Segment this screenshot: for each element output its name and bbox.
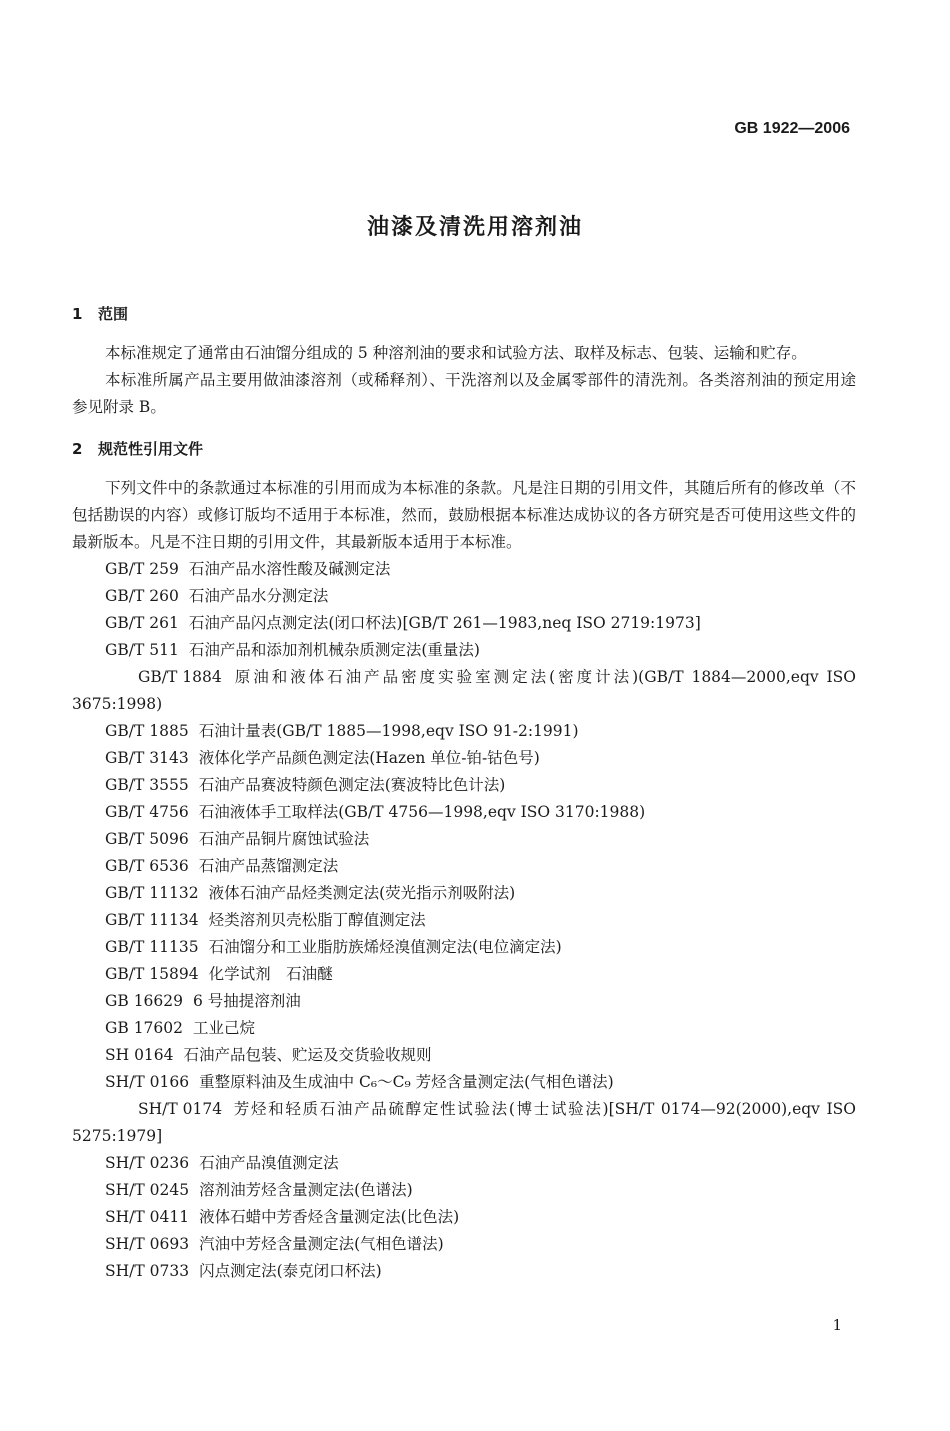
reference-code: GB 16629 [105,992,184,1010]
reference-code: SH/T 0245 [105,1181,190,1199]
reference-code: GB/T 11135 [105,938,199,956]
reference-item [72,799,856,826]
reference-list [72,556,856,1285]
reference-code: GB/T 15894 [105,965,199,983]
section-heading-scope [72,300,856,328]
reference-code: SH/T 0174 [138,1100,223,1118]
reference-code: SH/T 0733 [105,1262,190,1280]
reference-item [72,745,856,772]
section-heading-normative-references [72,435,856,463]
page-number: 1 [832,1316,842,1334]
reference-title: 液体石油产品烃类测定法(荧光指示剂吸附法) [208,884,516,902]
reference-code: GB/T 11132 [105,884,199,902]
reference-code: SH/T 0411 [105,1208,190,1226]
standard-code: GB 1922—2006 [734,120,850,137]
reference-item [72,1150,856,1177]
reference-item [72,718,856,745]
reference-title: 液体石蜡中芳香烃含量测定法(比色法) [199,1208,460,1226]
reference-title: 溶剂油芳烃含量测定法(色谱法) [199,1181,413,1199]
reference-item [72,1015,856,1042]
section-number: 2 [72,440,83,458]
reference-title: 工业己烷 [193,1019,256,1037]
reference-code: GB/T 511 [105,641,179,659]
paragraph: 下列文件中的条款通过本标准的引用而成为本标准的条款。凡是注日期的引用文件，其随后所有的修改单（不包括勘误的内容）或修订版均不适用于本标准，然而，鼓励根据本标准达成协议的各方研究是否可使用这些文件的最新版本。凡是不注日期的引用文件，其最新版本适用于本标准。 [72,479,856,551]
section-title: 规范性引用文件 [98,440,204,458]
reference-title: 液体化学产品颜色测定法(Hazen 单位-铂-钴色号) [198,749,540,767]
reference-title: 石油产品水分测定法 [188,587,329,605]
reference-title: 石油产品赛波特颜色测定法(赛波特比色计法) [198,776,506,794]
reference-item [72,1177,856,1204]
reference-title: 石油计量表(GB/T 1885—1998,eqv ISO 91-2:1991) [198,722,579,740]
reference-item [72,853,856,880]
reference-item [72,1069,856,1096]
reference-item [72,880,856,907]
reference-item [72,556,856,583]
reference-item [72,1042,856,1069]
reference-title: 石油产品溴值测定法 [199,1154,339,1172]
reference-code: GB/T 11134 [105,911,199,929]
reference-title: 烃类溶剂贝壳松脂丁醇值测定法 [208,911,426,929]
reference-code: GB/T 4756 [105,803,189,821]
reference-title: 石油馏分和工业脂肪族烯烃溴值测定法(电位滴定法) [208,938,562,956]
reference-code: SH/T 0166 [105,1073,190,1091]
reference-item [72,1204,856,1231]
reference-title: 石油产品闪点测定法(闭口杯法)[GB/T 261—1983,neq ISO 2719:1973] [188,614,701,632]
reference-code: GB/T 1884 [138,668,222,686]
reference-item [72,988,856,1015]
reference-title: 石油产品水溶性酸及碱测定法 [188,560,391,578]
reference-item [72,1258,856,1285]
reference-title: 芳烃和轻质石油产品硫醇定性试验法(博士试验法)[SH/T 0174—92(2000),eqv ISO 5275:1979] [72,1100,856,1145]
reference-item [72,772,856,799]
reference-item [72,1231,856,1258]
reference-code: SH 0164 [105,1046,174,1064]
reference-item [72,637,856,664]
reference-code: SH/T 0236 [105,1154,190,1172]
document-body [72,300,856,1285]
reference-title: 石油产品铜片腐蚀试验法 [198,830,370,848]
reference-item [72,1096,856,1150]
reference-title: 原油和液体石油产品密度实验室测定法(密度计法)(GB/T 1884—2000,eqv ISO 3675:1998) [72,668,856,713]
reference-code: GB/T 261 [105,614,179,632]
reference-title: 石油产品包装、贮运及交货验收规则 [183,1046,432,1064]
reference-item [72,664,856,718]
reference-title: 6 号抽提溶剂油 [193,992,301,1010]
reference-title: 闪点测定法(泰克闭口杯法) [199,1262,382,1280]
reference-code: GB/T 1885 [105,722,189,740]
section-title: 范围 [98,305,129,323]
reference-title: 化学试剂 石油醚 [208,965,333,983]
reference-item [72,934,856,961]
reference-code: GB 17602 [105,1019,184,1037]
reference-code: GB/T 260 [105,587,179,605]
reference-item [72,583,856,610]
reference-title: 重整原料油及生成油中 C₆～C₉ 芳烃含量测定法(气相色谱法) [199,1073,614,1091]
reference-item [72,961,856,988]
section-number: 1 [72,305,83,323]
reference-code: GB/T 3555 [105,776,189,794]
document-title: 油漆及清洗用溶剂油 [366,215,583,240]
reference-code: SH/T 0693 [105,1235,190,1253]
reference-code: GB/T 6536 [105,857,189,875]
reference-title: 石油产品和添加剂机械杂质测定法(重量法) [188,641,480,659]
reference-code: GB/T 3143 [105,749,189,767]
reference-item [72,610,856,637]
reference-item [72,826,856,853]
reference-title: 石油产品蒸馏测定法 [198,857,339,875]
reference-item [72,907,856,934]
reference-code: GB/T 5096 [105,830,189,848]
reference-title: 汽油中芳烃含量测定法(气相色谱法) [199,1235,444,1253]
paragraph: 本标准所属产品主要用做油漆溶剂（或稀释剂）、干洗溶剂以及金属零部件的清洗剂。各类溶剂油的预定用途参见附录 B。 [72,371,856,416]
paragraph: 本标准规定了通常由石油馏分组成的 5 种溶剂油的要求和试验方法、取样及标志、包装、运输和贮存。 [105,344,807,362]
reference-code: GB/T 259 [105,560,179,578]
reference-title: 石油液体手工取样法(GB/T 4756—1998,eqv ISO 3170:1988) [198,803,646,821]
